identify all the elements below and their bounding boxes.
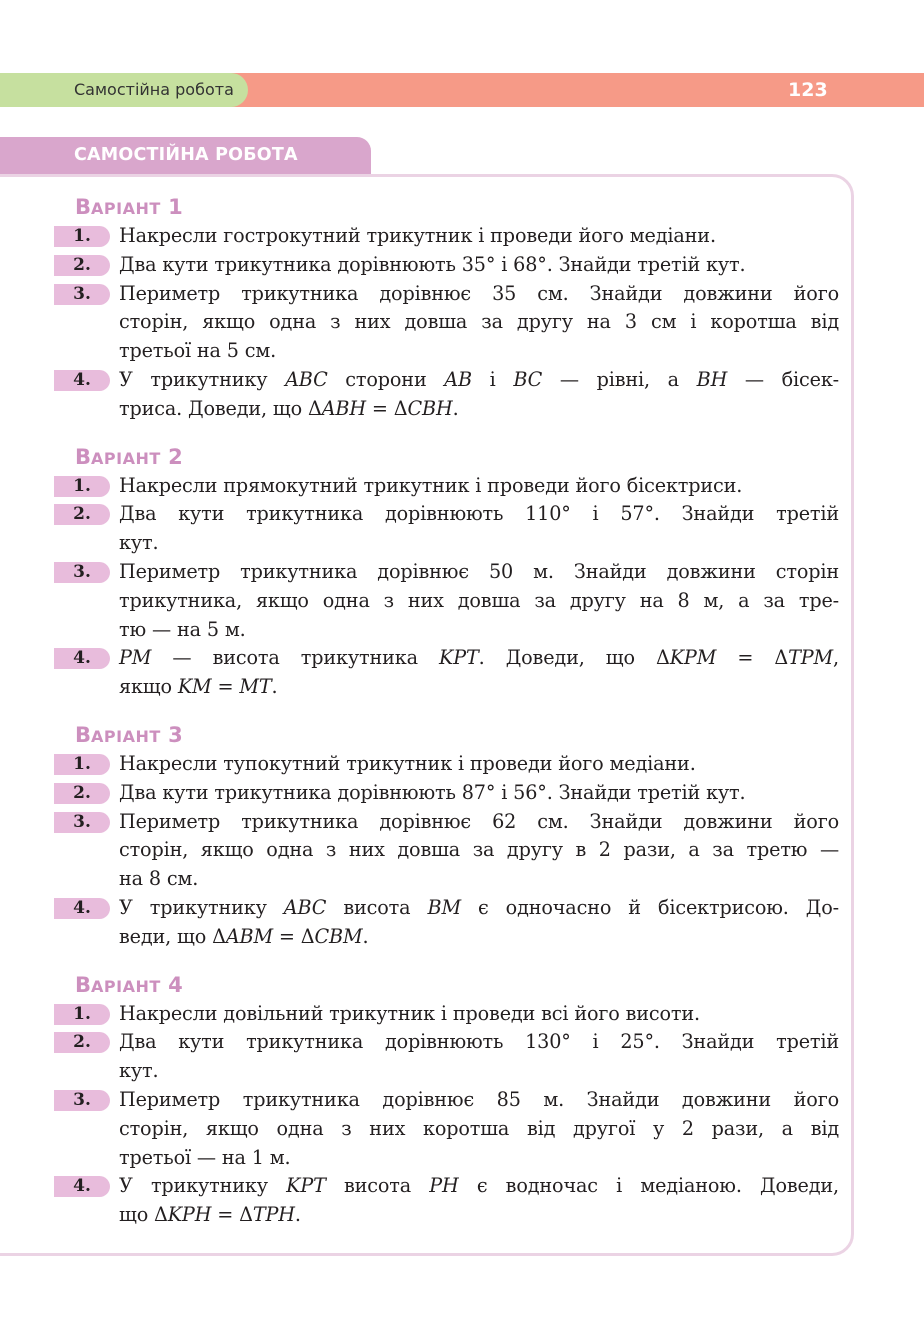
task-text-line: трикутника, якщо одна з них довша за другу на 8 м, а за тре- [119, 588, 839, 612]
task-text-line: Периметр трикутника дорівнює 62 см. Знайди довжини його [119, 809, 839, 833]
task-text-line: третьої на 5 см. [119, 339, 277, 363]
task-text-line: сторін, якщо одна з них коротша від другої у 2 рази, а від [119, 1116, 839, 1140]
task-text-line: Накресли гострокутний трикутник і проведи його медіани. [119, 224, 716, 247]
section-tab-title: САМОСТІЙНА РОБОТА [74, 145, 298, 165]
task-text-line: веди, що ΔABM = ΔCBM. [119, 924, 369, 948]
task-number-badge: 1. [54, 476, 110, 497]
variant-title-number: 2 [168, 444, 183, 469]
task-text-line: сторін, якщо одна з них довша за другу на 3 см і коротша від [119, 310, 839, 334]
task-text [119, 750, 839, 779]
task-text-line: Два кути трикутника дорівнюють 35° і 68°. Знайди третій кут. [119, 252, 746, 276]
task-text [119, 472, 839, 501]
task-text-line: Два кути трикутника дорівнюють 110° і 57°. Знайди третій [119, 502, 839, 526]
task-item [0, 366, 924, 424]
variants-container [0, 192, 924, 1248]
task-text [119, 779, 839, 808]
task-text-line: триса. Доведи, що ΔABH = ΔCBH. [119, 396, 459, 420]
variant-title-initial: В [75, 444, 92, 469]
task-text-line: що ΔKPH = ΔTPH. [119, 1203, 301, 1227]
task-text [119, 1172, 839, 1230]
task-number-badge: 3. [54, 812, 110, 833]
task-text [119, 366, 839, 424]
variant-4 [0, 970, 924, 1230]
task-number-badge: 1. [54, 226, 110, 247]
task-text-line: тю — на 5 м. [119, 617, 246, 641]
variant-title-initial: В [75, 972, 92, 997]
task-text [119, 280, 839, 366]
task-item [0, 1028, 924, 1086]
task-text [119, 1086, 839, 1172]
task-number-badge: 1. [54, 754, 110, 775]
variant-title-rest: АРІАНТ [91, 448, 161, 468]
task-text [119, 222, 839, 251]
task-text [119, 808, 839, 894]
task-item [0, 779, 924, 808]
task-item [0, 894, 924, 952]
header-section-label: Самостійна робота [74, 80, 234, 99]
task-item [0, 808, 924, 894]
variant-title-number: 3 [168, 722, 183, 747]
task-item [0, 750, 924, 779]
task-text-line: Периметр трикутника дорівнює 50 м. Знайди довжини сторін [119, 559, 839, 583]
task-number-badge: 3. [54, 1090, 110, 1111]
task-text-line: Накресли прямокутний трикутник і проведи його бісектриси. [119, 473, 743, 497]
variant-title-number: 1 [168, 195, 183, 219]
variant-1 [0, 192, 924, 424]
task-item [0, 558, 924, 644]
task-text-line: У трикутнику KPT висота PH є водночас і медіаною. Доведи, [119, 1174, 839, 1198]
task-text-line: Накресли тупокутний трикутник і проведи його медіани. [119, 751, 696, 775]
task-text-line: Два кути трикутника дорівнюють 87° і 56°. Знайди третій кут. [119, 780, 746, 804]
task-text [119, 558, 839, 644]
task-number-badge: 4. [54, 898, 110, 919]
task-text-line: третьої — на 1 м. [119, 1145, 291, 1169]
variant-title-rest: АРІАНТ [91, 199, 161, 218]
task-number-badge: 2. [54, 504, 110, 525]
task-item [0, 280, 924, 366]
task-text-line: якщо KM = MT. [119, 675, 278, 699]
variant-title [75, 192, 924, 222]
task-number-badge: 3. [54, 284, 110, 305]
task-text-line: кут. [119, 531, 159, 555]
task-text [119, 894, 839, 952]
variant-title-rest: АРІАНТ [91, 976, 161, 996]
task-number-badge: 1. [54, 1004, 110, 1025]
variant-3 [0, 720, 924, 952]
section-tab [0, 137, 371, 174]
task-number-badge: 4. [54, 1176, 110, 1197]
task-text-line: кут. [119, 1059, 159, 1083]
task-item [0, 1086, 924, 1172]
task-item [0, 472, 924, 501]
variant-title [75, 720, 924, 750]
task-item [0, 500, 924, 558]
task-item [0, 644, 924, 702]
variant-title-initial: В [75, 195, 92, 219]
task-text-line: У трикутнику ABC сторони AB і BC — рівні, а BH — бісек- [119, 367, 839, 391]
task-number-badge: 4. [54, 370, 110, 391]
task-item [0, 222, 924, 251]
task-text-line: PM — висота трикутника KPT. Доведи, що ΔKPM = ΔTPM, [119, 646, 839, 670]
task-text [119, 500, 839, 558]
task-text [119, 1000, 839, 1029]
task-number-badge: 2. [54, 1032, 110, 1053]
variant-title-initial: В [75, 722, 92, 747]
task-item [0, 1000, 924, 1029]
task-text [119, 251, 839, 280]
variant-title-number: 4 [168, 972, 183, 997]
variant-2 [0, 442, 924, 702]
task-text-line: У трикутнику ABC висота BM є одночасно й бісектрисою. До- [119, 895, 839, 919]
task-text-line: Накресли довільний трикутник і проведи всі його висоти. [119, 1001, 700, 1025]
task-text [119, 644, 839, 702]
task-item [0, 1172, 924, 1230]
variant-title [75, 970, 924, 1000]
task-text-line: Два кути трикутника дорівнюють 130° і 25°. Знайди третій [119, 1030, 839, 1054]
task-number-badge: 4. [54, 648, 110, 669]
task-item [0, 251, 924, 280]
task-text-line: сторін, якщо одна з них довша за другу в 2 рази, а за третю — [119, 838, 839, 862]
task-text-line: на 8 см. [119, 867, 199, 891]
task-number-badge: 2. [54, 255, 110, 276]
task-number-badge: 2. [54, 783, 110, 804]
variant-title [75, 442, 924, 472]
task-text-line: Периметр трикутника дорівнює 35 см. Знайди довжини його [119, 281, 839, 305]
task-text-line: Периметр трикутника дорівнює 85 м. Знайди довжини його [119, 1087, 839, 1111]
task-number-badge: 3. [54, 562, 110, 583]
task-text [119, 1028, 839, 1086]
variant-title-rest: АРІАНТ [91, 726, 161, 746]
page-number: 123 [788, 79, 828, 101]
page-header [0, 73, 924, 107]
